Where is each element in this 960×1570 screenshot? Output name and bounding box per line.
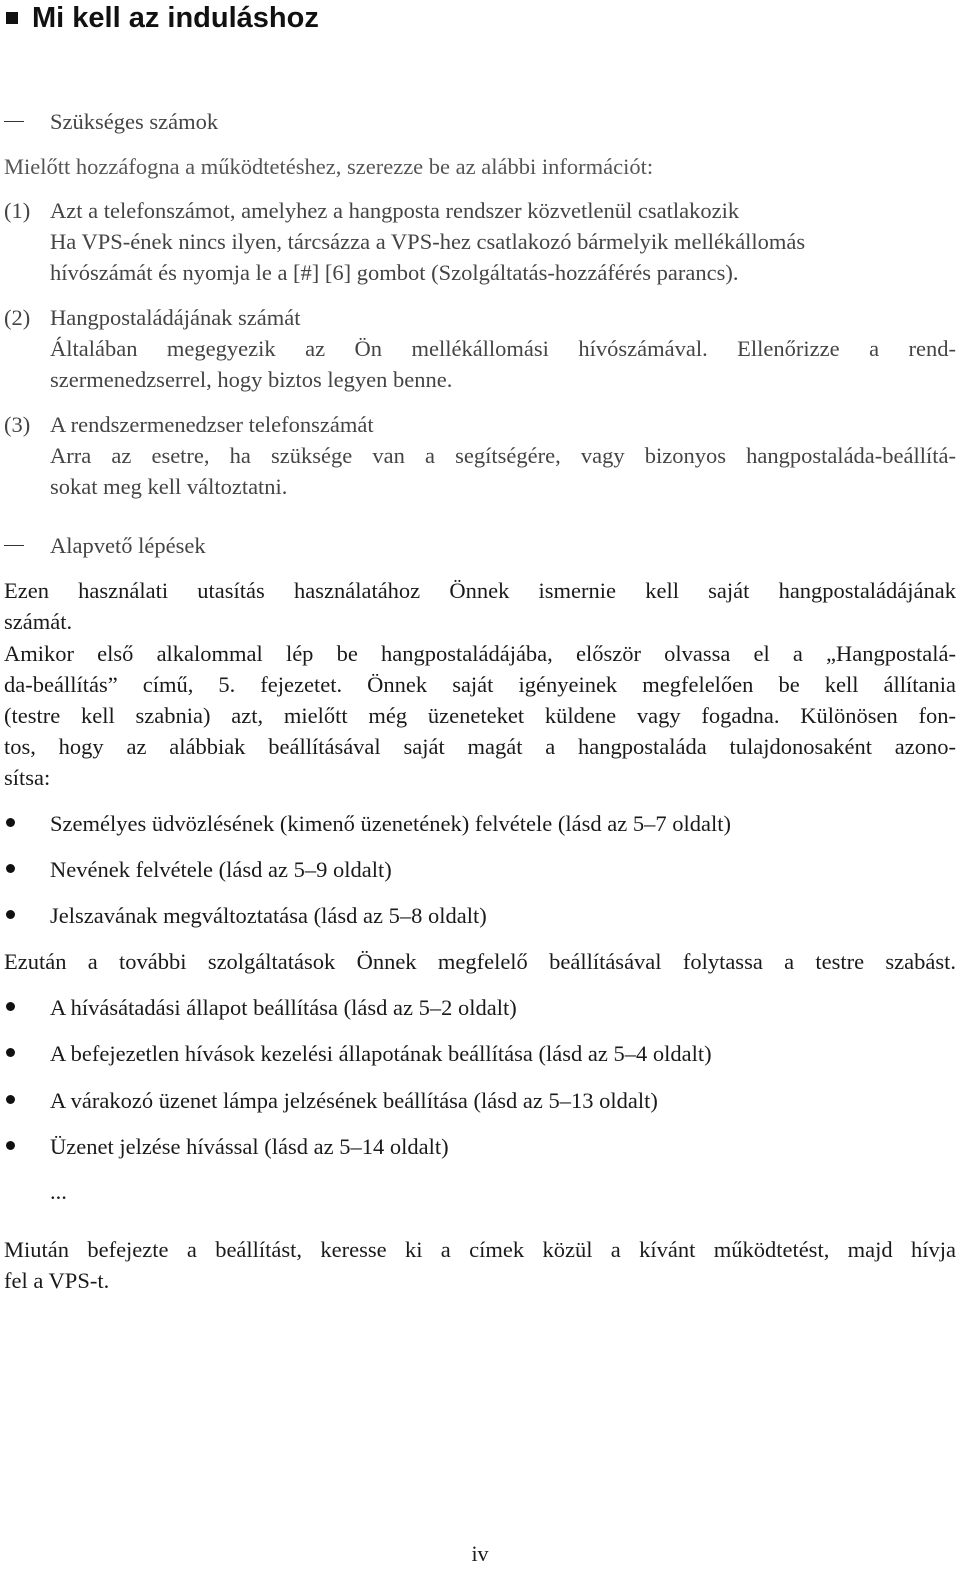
paragraph-line: fel a VPS-t. [4,1268,110,1293]
list-item-text: A várakozó üzenet lámpa jelzésének beállítása (lásd az 5–13 oldalt) [50,1088,658,1113]
item-text-line: Ha VPS-ének nincs ilyen, tárcsázza a VPS-hez csatlakozó bármelyik mellékállomás [50,229,806,254]
subsection-title-steps [4,530,206,561]
ellipsis: ... [50,1179,67,1204]
item-number: (1) [4,198,31,223]
list-item [4,854,392,885]
item-text-line: Általában megegyezik az Ön mellékállomási hívószámával. Ellenőrizze a rend- [50,336,956,361]
heading-text: Mi kell az induláshoz [32,1,319,34]
item-number: (2) [4,305,31,330]
list-item [4,992,517,1023]
list-item-text: Jelszavának megváltoztatása (lásd az 5–8 oldalt) [50,903,487,928]
list-item-text: Személyes üdvözlésének (kimenő üzenetének) felvétele (lásd az 5–7 oldalt) [50,811,731,836]
dash-icon [4,121,24,122]
list-item-text: A hívásátadási állapot beállítása (lásd az 5–2 oldalt) [50,995,517,1020]
section-heading [6,0,319,36]
paragraph-line: Ezen használati utasítás használatához Önnek ismernie kell saját hangpostaládájának [4,578,956,603]
bullet-icon [6,1048,15,1057]
bullet-icon [6,910,15,919]
item-text-line: sokat meg kell változtatni. [50,474,288,499]
bullet-icon [6,1141,15,1150]
paragraph-line: da-beállítás” című, 5. fejezetet. Önnek saját igényeinek megfelelően be kell állítania [4,672,956,697]
list-item [4,1038,712,1069]
subsection-title-text: Szükséges számok [50,109,219,134]
item-text-line: szermenedzserrel, hogy biztos legyen benne. [50,367,453,392]
paragraph-line: Miután befejezte a beállítást, keresse ki a címek közül a kívánt működtetést, majd hívja [4,1237,956,1262]
subsection-title-text: Alapvető lépések [50,533,206,558]
paragraph-line: Ezután a további szolgáltatások Önnek megfelelő beállításával folytassa a testre szabást. [4,949,956,974]
square-bullet-icon [6,12,18,24]
list-item [4,1085,658,1116]
page-number: iv [471,1541,489,1566]
item-number: (3) [4,412,31,437]
list-item-text: A befejezetlen hívások kezelési állapotának beállítása (lásd az 5–4 oldalt) [50,1041,712,1066]
bullet-icon [6,818,15,827]
list-item-text: Üzenet jelzése hívással (lásd az 5–14 oldalt) [50,1134,449,1159]
list-item [4,900,487,931]
bullet-icon [6,1002,15,1011]
item-title: A rendszermenedzser telefonszámát [50,412,374,437]
item-text-line: Arra az esetre, ha szüksége van a segítségére, vagy bizonyos hangpostaláda-beállítá- [50,443,956,468]
paragraph-line: Amikor első alkalommal lép be hangpostaládájába, először olvassa el a „Hangpostalá- [4,641,956,666]
paragraph-line: számát. [4,609,73,634]
bullet-icon [6,1095,15,1104]
paragraph-line: tos, hogy az alábbiak beállításával saját magát a hangpostaláda tulajdonosaként azono- [4,734,956,759]
list-item [4,808,731,839]
item-text-line: hívószámát és nyomja le a [#] [6] gombot (Szolgáltatás-hozzáférés parancs). [50,260,739,285]
item-title: Azt a telefonszámot, amelyhez a hangposta rendszer közvetlenül csatlakozik [50,198,740,223]
list-item [4,1131,449,1162]
paragraph-line: sítsa: [4,765,51,790]
bullet-icon [6,864,15,873]
item-title: Hangpostaládájának számát [50,305,301,330]
dash-icon [4,545,24,546]
subsection-title-numbers [4,106,218,137]
list-item-text: Nevének felvétele (lásd az 5–9 oldalt) [50,857,392,882]
intro-text: Mielőtt hozzáfogna a működtetéshez, szerezze be az alábbi információt: [4,154,654,179]
paragraph-line: (testre kell szabnia) azt, mielőtt még üzeneteket küldene vagy fogadna. Különösen fon- [4,703,956,728]
